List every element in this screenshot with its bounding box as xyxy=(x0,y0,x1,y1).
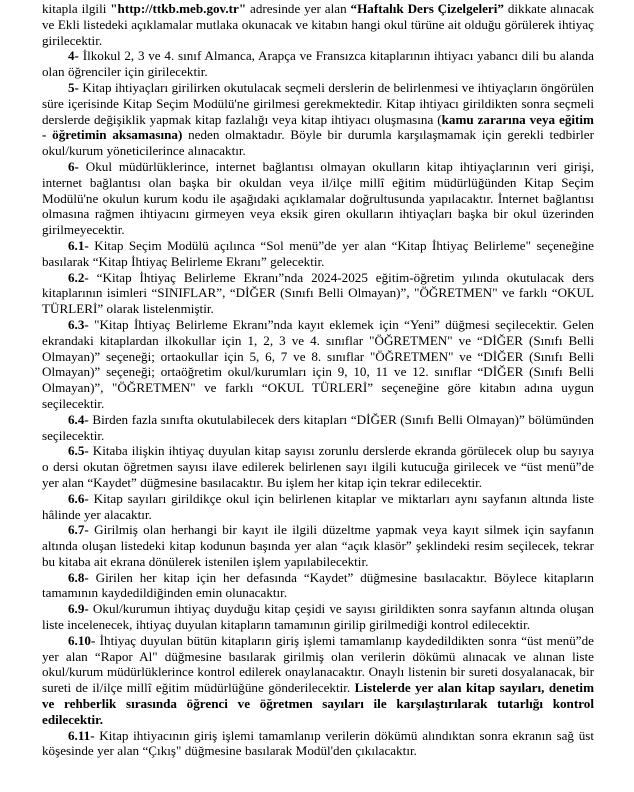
paragraph-p4 xyxy=(42,48,594,80)
text-run: Okul/kurumun ihtiyaç duyduğu kitap çeşidi ve sayısı girildikten sonra sayfanın altında oluşan liste incelenecek, ihtiyaç duyulan kitapların tamamının girilip girilmediği kontrol edilecektir. xyxy=(42,601,594,633)
text-run: kitapla ilgili xyxy=(42,1,111,16)
bold-run: 6.9- xyxy=(68,601,89,617)
paragraph-p6-6 xyxy=(42,491,594,523)
text-run: Girilen her kitap için her defasında “Kaydet” düğmesine basılacaktır. Böylece kitapların tamamının kaydedildiğinden emin olunacaktır. xyxy=(42,569,594,601)
bold-run: 6.1- xyxy=(68,237,89,253)
bold-run: 6- xyxy=(68,158,79,174)
bold-run: kamu zararına veya eğitim - öğretimin aksamasına) xyxy=(42,111,594,143)
paragraph-p6-3 xyxy=(42,317,594,412)
paragraph-p6-9 xyxy=(42,601,594,633)
bold-run: 6.11- xyxy=(68,727,95,743)
text-run: Birden fazla sınıfta okutulabilecek ders kitapları “DİĞER (Sınıfı Belli Olmayan)” bölümünden seçilecektir. xyxy=(42,411,594,443)
text-run: dikkate alınacak ve Ekli listedeki açıklamalar mutlaka okunacak ve kitabın hangi okul türüne ait olduğu görülerek ihtiyaç girilecektir. xyxy=(42,1,595,48)
bold-run: 6.8- xyxy=(68,569,89,585)
text-run: neden olmaktadır. Böyle bir durumla karşılaşmamak için gerekli tedbirler okul/kurum yöneticilerince alınacaktır. xyxy=(42,127,594,159)
text-run: Kitap ihtiyacının giriş işlemi tamamlanıp verilerin dökümü alındıktan sonra ekranın sağ üst köşesinde yer alan “Çıkış" düğmesine basılarak Modül'den çıkılacaktır. xyxy=(42,727,594,759)
paragraph-p6-10 xyxy=(42,633,594,728)
bold-run: 6.6- xyxy=(68,490,89,506)
text-run: “Kitap İhtiyaç Belirleme Ekranı”nda 2024-2025 eğitim-öğretim yılında okutulacak ders kitaplarının isimleri “SINIFLAR”, “DİĞER (Sınıfı Belli Olmayan)”, "ÖĞRETMEN" ve farklı “OKUL TÜRLERİ” olarak listelenmiştir. xyxy=(42,269,594,317)
paragraph-p5 xyxy=(42,80,594,159)
paragraph-p6-7 xyxy=(42,522,594,569)
text-run: adresinde yer alan xyxy=(246,1,351,16)
bold-run: 6.5- xyxy=(68,443,89,459)
paragraph-p6-11 xyxy=(42,728,594,760)
bold-run: 6.10- xyxy=(68,632,96,648)
paragraph-p6-8 xyxy=(42,570,594,602)
paragraph-p6-1 xyxy=(42,238,594,270)
bold-run: 6.3- xyxy=(68,316,89,332)
text-run: ( xyxy=(437,111,442,127)
bold-run: 6.2- xyxy=(68,269,89,285)
text-run: Okul müdürlüklerince, internet bağlantısı olmayan okulların kitap ihtiyaçlarının veri girişi, internet bağlantısı olan başka bir okuldan veya il/ilçe millî eğitim müdürlüğünden Kitap Seçim Modülü'ne okulun kurum kodu ile aşağıdaki açıklamalar doğrultusunda yapılacaktır. İnternet bağlantısı olmasına rağmen ihtiyacını girmeyen veya eksik giren okulların ihtiyaçları başka bir okul üzerinden girilmeyecektir. xyxy=(42,158,594,238)
paragraph-p6 xyxy=(42,159,594,238)
text-run: Kitap sayıları girildikçe okul için belirlenen kitaplar ve miktarları aynı sayfanın altında liste hâlinde yer alacaktır. xyxy=(42,490,594,522)
bold-run: 4- xyxy=(68,48,79,64)
bold-run: 6.4- xyxy=(68,411,89,427)
text-run: Kitap ihtiyaçları girilirken okutulacak seçmeli derslerin de belirlenmesi ve ihtiyaçların öngörülen süre içerisinde Kitap Seçim Modülü'ne girilmesi gerekmektedir. Kitap ihtiyacı girildikten sonra seçmeli derslerde değişiklik yapmak kitap fazlalığı veya kitap ihtiyacı oluşmasına xyxy=(42,79,594,127)
text-run: Girilmiş olan herhangi bir kayıt ile ilgili düzeltme yapmak veya kayıt silmek için sayfanın altında oluşan listedeki kitap kodunun başında yer alan “açık klasör” şeklindeki resim seçilecek, tekrar bu kitaba ait ekrana dönülerek istenilen işlem yapılabilecektir. xyxy=(42,522,594,569)
text-run: İhtiyaç duyulan bütün kitapların giriş işlemi tamamlanıp kaydedildikten sonra “üst menü”de yer alan “Rapor Al" düğmesine basılarak girilmiş olan verilerin dökümü alınacak ve alınan liste okul/kurum müdürlüklerince kontrol edilerek onaylanacaktır. Onaylı listenin bir sureti dosyalanacak, bir sureti de il/ilçe millî eğitim müdürlüğüne gönderilecektir. xyxy=(42,632,594,696)
bold-run: "http://ttkb.meb.gov.tr" xyxy=(110,1,247,16)
text-run: "Kitap İhtiyaç Belirleme Ekranı”nda kayıt eklemek için “Yeni” düğmesi seçilecektir. Gelen ekrandaki kitaplardan ilkokullar için 1, 2, 3 ve 4. sınıflar "ÖĞRETMEN" ve “DİĞER (Sınıfı Belli Olmayan)” seçeneği; ortaokullar için 5, 6, 7 ve 8. sınıflar "ÖĞRETMEN" ve “DİĞER (Sınıfı Belli Olmayan)” seçeneği; ortaöğretim okul/kurumları için 9, 10, 11 ve 12. sınıflar “DİĞER (Sınıfı Belli Olmayan)”, "ÖĞRETMEN" ve farklı “OKUL TÜRLERİ” seçeneğine göre kitabın adına uygun seçilecektir. xyxy=(42,316,594,411)
paragraph-p6-2 xyxy=(42,270,594,317)
bold-run: 6.7- xyxy=(68,522,89,538)
paragraph-p6-4 xyxy=(42,412,594,444)
paragraph-p3-cont xyxy=(42,1,594,48)
bold-run: “Haftalık Ders Çizelgeleri” xyxy=(350,1,504,16)
document-body xyxy=(42,0,594,759)
bold-run: 5- xyxy=(68,79,79,95)
paragraph-p6-5 xyxy=(42,443,594,490)
text-run: Kitaba ilişkin ihtiyaç duyulan kitap sayısı zorunlu derslerde ekranda görülecek olup bu sayıya o dersi okutan öğretmen sayısı ilave edilerek belirlenen sayı ilgili kutucuğa girilecek ve “üst menü”de yer alan “Kaydet” düğmesine basılacaktır. Bu işlem her kitap için tekrar edilecektir. xyxy=(42,443,594,490)
text-run: Kitap Seçim Modülü açılınca “Sol menü”de yer alan “Kitap İhtiyaç Belirleme" seçeneğine basılarak “Kitap İhtiyaç Belirleme Ekranı” gelecektir. xyxy=(42,237,594,269)
bold-run: Listelerde yer alan kitap sayıları, denetim ve rehberlik sırasında öğrenci ve öğretmen sayıları ile karşılaştırılarak tutarlığı kontrol edilecektir. xyxy=(42,680,594,727)
text-run: İlkokul 2, 3 ve 4. sınıf Almanca, Arapça ve Fransızca kitaplarının ihtiyacı yabancı dili bu alanda olan öğrenciler için girilecektir. xyxy=(42,48,594,80)
